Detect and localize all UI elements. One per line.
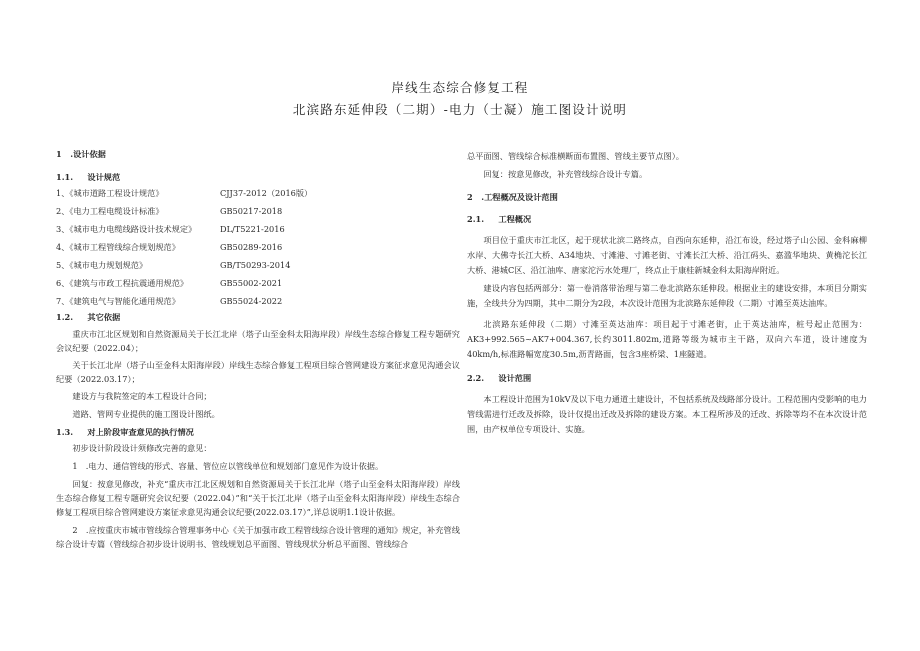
code-number: GB50289-2016 — [220, 242, 283, 252]
section-title: .设计依据 — [70, 149, 106, 159]
section-title: 设计范围 — [498, 373, 532, 383]
paragraph: 北滨路东延伸段（二期）寸滩至英达油库：项目起于寸滩老街，止于英达油库，桩号起止范围为：AK3+992.565~AK7+004.367,长约3011.802m,道路等级为城市主干路，双向六车道，设计速度为40km/h,标准路幅宽度30.5m,沥青路面，包含3座桥梁、1座隧道。 — [467, 319, 867, 359]
paragraph: 回复：按意见修改，补充管线综合设计专篇。 — [483, 169, 648, 179]
section-number: 1 — [56, 149, 62, 159]
code-row — [56, 277, 460, 289]
code-row — [56, 295, 460, 307]
code-name: 4、《城市工程管线综合规划规范》 — [56, 242, 180, 252]
paragraph: 回复：按意见修改，补充“重庆市江北区规划和自然资源局关于长江北岸（塔子山至金科太阳海岸段）岸线生态综合修复工程专题研究会议纪要（2022.04）”和“关于长江北岸（塔子山至金科太阳海岸段）岸线生态综合修复工程项目综合管网建设方案征求意见沟通会议纪要(2022.03.17）”,详总说明1.1设计依据。 — [56, 479, 460, 517]
section-heading-1-3 — [56, 426, 460, 438]
code-number: DL/T5221-2016 — [220, 224, 285, 234]
paragraph: 2 .应按重庆市城市管线综合管理事务中心《关于加强市政工程管线综合设计管理的通知》规定，补充管线综合设计专篇（管线综合初步设计说明书、管线规划总平面图、管线现状分析总平面图、管线综合 — [56, 525, 460, 549]
document-subtitle: 北滨路东延伸段（二期）-电力（士凝）施工图设计说明 — [292, 102, 628, 117]
code-name: 7、《建筑电气与智能化通用规范》 — [56, 296, 180, 306]
code-number: CJJ37-2012（2016版） — [220, 188, 313, 198]
code-number: GB55002-2021 — [220, 278, 283, 288]
section-title: 对上阶段审查意见的执行情况 — [87, 427, 194, 437]
section-number: 2.1. — [467, 214, 485, 224]
paragraph: 本工程设计范围为10kV及以下电力通道土建设计，不包括系统及线路部分设计。工程范围内受影响的电力管线需进行迁改及拆除，设计仅提出迁改及拆除的建设方案。本工程所涉及的迁改、拆除等均不在本次设计范围，由产权单位专项设计、实施。 — [467, 394, 867, 434]
code-row — [56, 223, 460, 235]
section-number: 2.2. — [467, 373, 485, 383]
codes-list — [56, 187, 460, 307]
code-row — [56, 205, 460, 217]
section-heading-1-1 — [56, 171, 460, 183]
right-column — [467, 150, 867, 437]
paragraph: 建设方与我院签定的本工程设计合同； — [72, 391, 212, 401]
code-number: GB55024-2022 — [220, 296, 283, 306]
section-heading-1-2 — [56, 311, 460, 323]
code-row — [56, 241, 460, 253]
section-title: 设计规范 — [87, 172, 121, 182]
code-name: 3、《城市电力电缆线路设计技术规定》 — [56, 224, 197, 234]
code-row — [56, 187, 460, 199]
section-heading-2-2 — [467, 372, 867, 384]
code-name: 6、《建筑与市政工程抗震通用规范》 — [56, 278, 189, 288]
section-number: 1.2. — [56, 312, 74, 322]
paragraph: 道路、管网专业提供的施工图设计图纸。 — [72, 409, 220, 419]
section-heading-1 — [56, 148, 460, 160]
section-number: 1.1. — [56, 172, 74, 182]
paragraph: 项目位于重庆市江北区，起于现状北滨二路终点，自西向东延伸，沿江布设，经过塔子山公园、金科麻柳水岸、大佛寺长江大桥、A34地块、寸滩港、寸滩老街、寸滩长江大桥、沿江码头、嘉滥华地块、黄桷沱长江大桥、港城C区、沿江油库、唐家沱污水处理厂，终点止于康桂新城金科太阳海岸附近。 — [467, 235, 867, 275]
section-number: 1.3. — [56, 427, 74, 437]
section-title: 其它依据 — [87, 312, 121, 322]
section-number: 2 — [467, 192, 473, 202]
section-heading-2 — [467, 191, 867, 203]
code-row — [56, 259, 460, 271]
code-name: 5、《城市电力规划规范》 — [56, 260, 148, 270]
paragraph: 建设内容包括两部分：第一卷消落带治理与第二卷北滨路东延伸段。根据业主的建设安排，本项目分期实施，全线共分为四期，其中二期分为2段，本次设计范围为北滨路东延伸段（二期）寸滩至英达油库。 — [467, 283, 867, 308]
section-title: 工程概况 — [498, 214, 532, 224]
paragraph: 初步设计阶段设计须修改完善的意见： — [72, 443, 212, 453]
paragraph: 1 .电力、通信管线的形式、容量、管位应以管线单位和规划部门意见作为设计依据。 — [72, 461, 384, 471]
section-heading-2-1 — [467, 213, 867, 225]
paragraph: 总平面图、管线综合标准横断面布置图、管线主要节点图）。 — [467, 151, 684, 161]
section-title: .工程概况及设计范围 — [481, 192, 558, 202]
paragraph: 关于长江北岸（塔子山至金科太阳海岸段）岸线生态综合修复工程项目综合管网建设方案征求意见沟通会议纪要（2022.03.17）； — [56, 360, 460, 384]
code-name: 1、《城市道路工程设计规范》 — [56, 188, 164, 198]
code-number: GB50217-2018 — [220, 206, 283, 216]
left-column — [56, 148, 460, 551]
code-name: 2、《电力工程电缆设计标准》 — [56, 206, 164, 216]
code-number: GB/T50293-2014 — [220, 260, 291, 270]
document-title: 岸线生态综合修复工程 — [391, 80, 529, 95]
paragraph: 重庆市江北区规划和自然资源局关于长江北岸（塔子山至金科太阳海岸段）岸线生态综合修复工程专题研究会议纪要（2022.04）； — [56, 329, 460, 353]
